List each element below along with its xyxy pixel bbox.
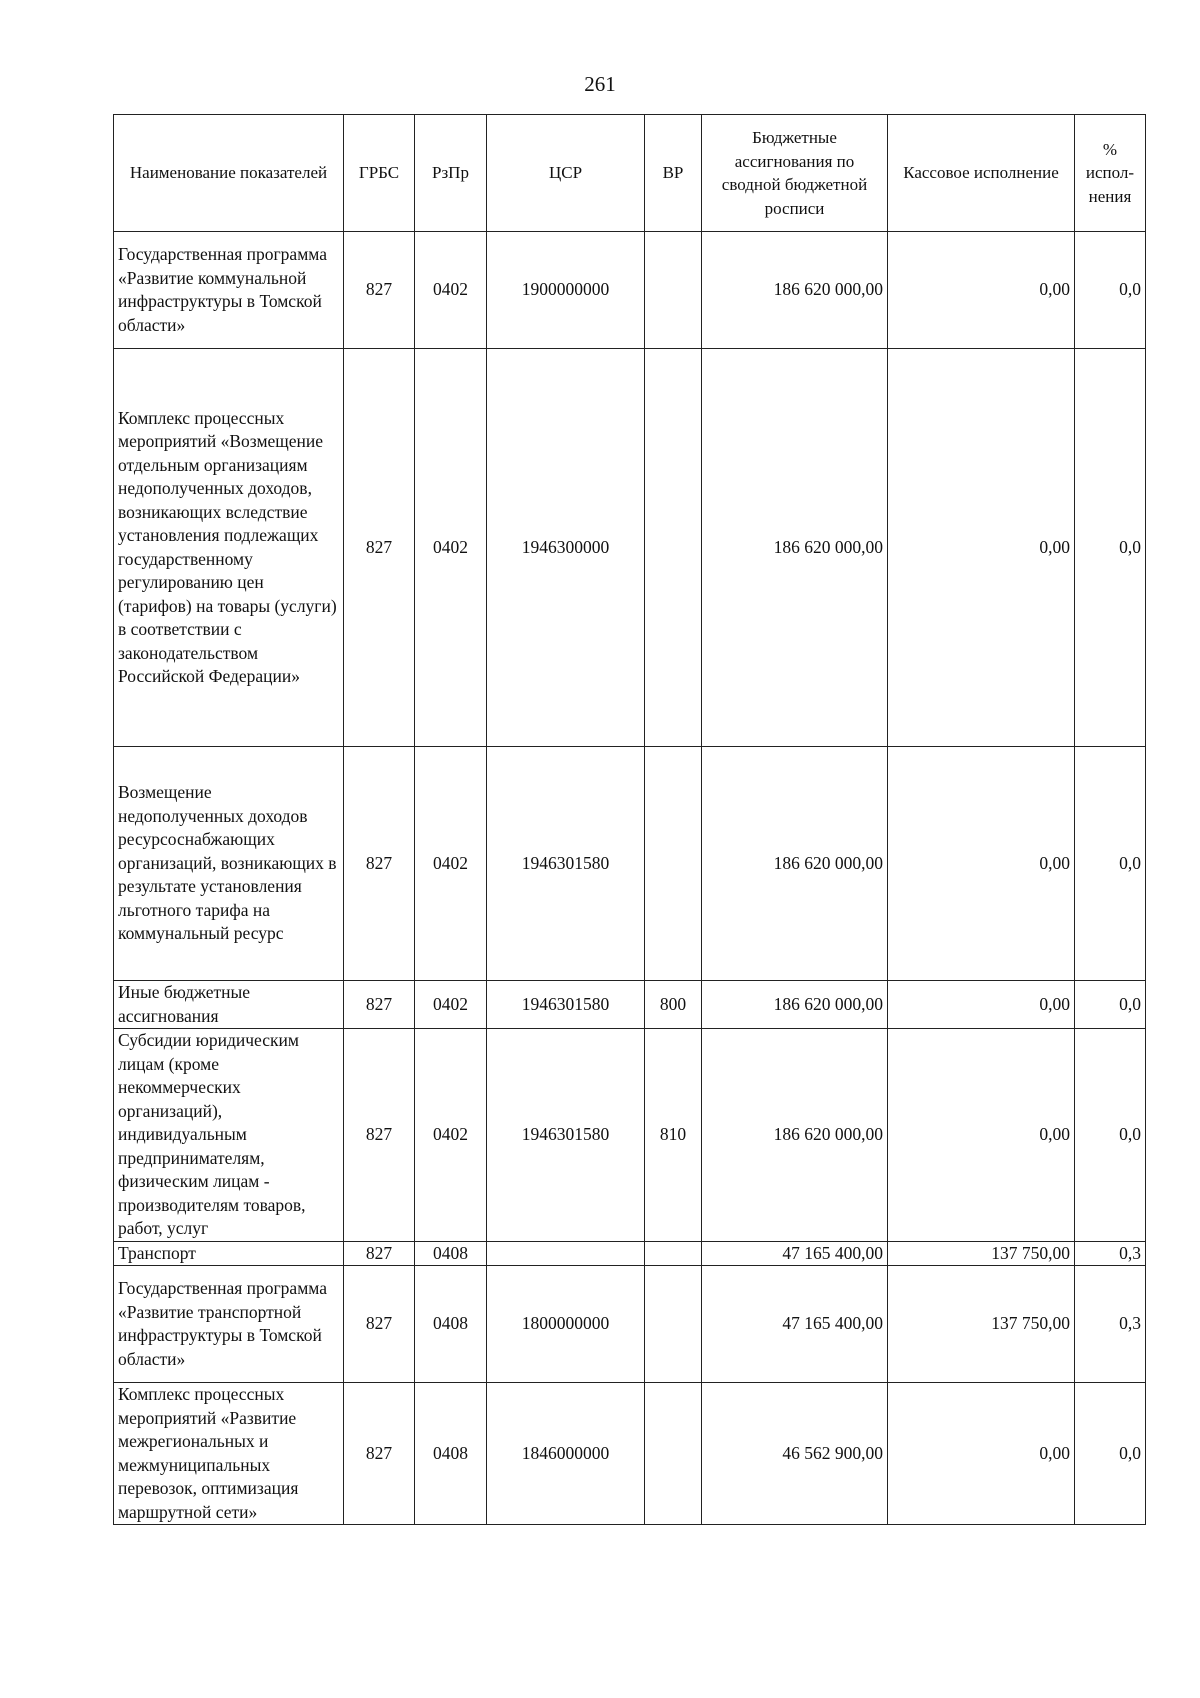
row-cash-execution: 0,00 — [888, 981, 1075, 1029]
row-grbs: 827 — [344, 981, 415, 1029]
row-name: Комплекс процессных мероприятий «Развитие межрегиональных и межмуниципальных перевозок, оптимизация маршрутной сети» — [114, 1383, 344, 1525]
row-percent: 0,3 — [1075, 1266, 1146, 1383]
row-assignments: 47 165 400,00 — [702, 1266, 888, 1383]
row-csr: 1946301580 — [487, 981, 645, 1029]
row-rzpr: 0402 — [415, 1029, 487, 1242]
header-row — [114, 115, 1146, 232]
header-assignments: Бюджетные ассигнования по сводной бюджетной росписи — [702, 115, 888, 232]
row-vr — [645, 232, 702, 349]
row-assignments: 186 620 000,00 — [702, 232, 888, 349]
row-rzpr: 0402 — [415, 981, 487, 1029]
row-grbs: 827 — [344, 1029, 415, 1242]
row-vr — [645, 1241, 702, 1266]
row-name: Государственная программа «Развитие коммунальной инфраструктуры в Томской области» — [114, 232, 344, 349]
row-cash-execution: 0,00 — [888, 1383, 1075, 1525]
table-row — [114, 1266, 1146, 1383]
row-vr — [645, 747, 702, 981]
header-grbs: ГРБС — [344, 115, 415, 232]
header-csr: ЦСР — [487, 115, 645, 232]
row-name: Иные бюджетные ассигнования — [114, 981, 344, 1029]
table-row — [114, 1241, 1146, 1266]
row-csr: 1946301580 — [487, 1029, 645, 1242]
row-grbs: 827 — [344, 349, 415, 747]
header-cash-execution: Кассовое исполнение — [888, 115, 1075, 232]
row-assignments: 186 620 000,00 — [702, 349, 888, 747]
row-rzpr: 0408 — [415, 1383, 487, 1525]
row-assignments: 47 165 400,00 — [702, 1241, 888, 1266]
row-rzpr: 0408 — [415, 1266, 487, 1383]
row-name: Комплекс процессных мероприятий «Возмещение отдельным организациям недополученных доходов, возникающих вследствие установления подлежащих государственному регулированию цен (тарифов) на товары (услуги) в соответствии с законодательством Российской Федерации» — [114, 349, 344, 747]
row-percent: 0,3 — [1075, 1241, 1146, 1266]
row-assignments: 186 620 000,00 — [702, 981, 888, 1029]
row-csr: 1946301580 — [487, 747, 645, 981]
row-vr — [645, 349, 702, 747]
row-csr — [487, 1241, 645, 1266]
row-rzpr: 0402 — [415, 349, 487, 747]
row-rzpr: 0408 — [415, 1241, 487, 1266]
row-percent: 0,0 — [1075, 1383, 1146, 1525]
row-assignments: 46 562 900,00 — [702, 1383, 888, 1525]
row-csr: 1800000000 — [487, 1266, 645, 1383]
row-vr — [645, 1266, 702, 1383]
row-percent: 0,0 — [1075, 232, 1146, 349]
table-row — [114, 981, 1146, 1029]
table-row — [114, 349, 1146, 747]
row-assignments: 186 620 000,00 — [702, 1029, 888, 1242]
row-csr: 1946300000 — [487, 349, 645, 747]
row-cash-execution: 0,00 — [888, 1029, 1075, 1242]
row-percent: 0,0 — [1075, 981, 1146, 1029]
row-cash-execution: 0,00 — [888, 349, 1075, 747]
header-rzpr: РзПр — [415, 115, 487, 232]
row-percent: 0,0 — [1075, 747, 1146, 981]
row-grbs: 827 — [344, 1383, 415, 1525]
row-grbs: 827 — [344, 1266, 415, 1383]
row-grbs: 827 — [344, 1241, 415, 1266]
table-row — [114, 1029, 1146, 1242]
row-csr: 1900000000 — [487, 232, 645, 349]
row-name: Возмещение недополученных доходов ресурсоснабжающих организаций, возникающих в результате установления льготного тарифа на коммунальный ресурс — [114, 747, 344, 981]
row-cash-execution: 137 750,00 — [888, 1266, 1075, 1383]
row-name: Субсидии юридическим лицам (кроме некоммерческих организаций), индивидуальным предпринимателям, физическим лицам - производителям товаров, работ, услуг — [114, 1029, 344, 1242]
row-assignments: 186 620 000,00 — [702, 747, 888, 981]
row-percent: 0,0 — [1075, 1029, 1146, 1242]
budget-table — [113, 114, 1146, 1525]
row-name: Транспорт — [114, 1241, 344, 1266]
table-row — [114, 747, 1146, 981]
row-rzpr: 0402 — [415, 232, 487, 349]
row-grbs: 827 — [344, 232, 415, 349]
row-cash-execution: 137 750,00 — [888, 1241, 1075, 1266]
row-name: Государственная программа «Развитие транспортной инфраструктуры в Томской области» — [114, 1266, 344, 1383]
header-vr: ВР — [645, 115, 702, 232]
table-row — [114, 1383, 1146, 1525]
table-row — [114, 232, 1146, 349]
row-csr: 1846000000 — [487, 1383, 645, 1525]
row-cash-execution: 0,00 — [888, 747, 1075, 981]
row-vr: 800 — [645, 981, 702, 1029]
row-cash-execution: 0,00 — [888, 232, 1075, 349]
row-vr — [645, 1383, 702, 1525]
row-rzpr: 0402 — [415, 747, 487, 981]
row-vr: 810 — [645, 1029, 702, 1242]
row-percent: 0,0 — [1075, 349, 1146, 747]
page-number: 261 — [584, 72, 616, 96]
row-grbs: 827 — [344, 747, 415, 981]
header-percent: % испол-нения — [1075, 115, 1146, 232]
header-name: Наименование показателей — [114, 115, 344, 232]
